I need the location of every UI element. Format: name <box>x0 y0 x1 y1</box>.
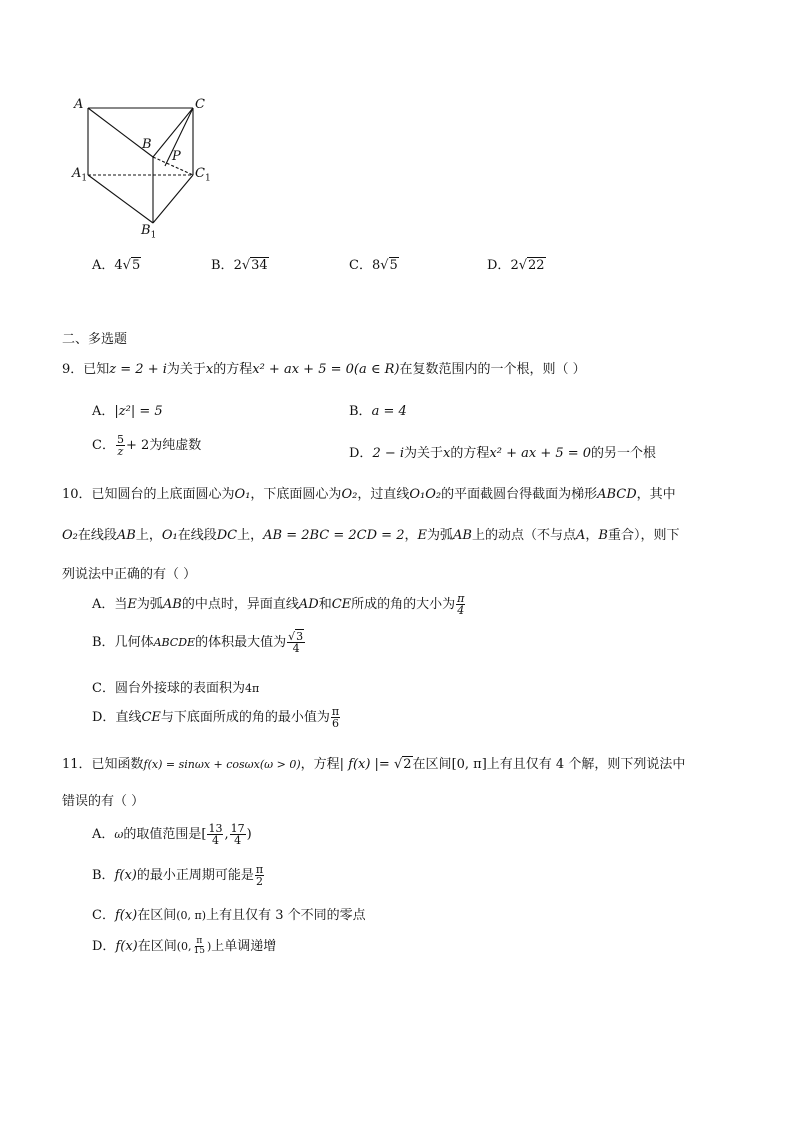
q10-stem-line3: 列说法中正确的有（ ） <box>62 567 197 582</box>
q11-stem-line2: 错误的有（ ） <box>62 794 145 809</box>
label-c: C <box>195 97 205 112</box>
q8-option-d[interactable]: D．2√22 <box>487 258 545 273</box>
q11-option-c[interactable]: C．f(x)在区间(0, π)上有且仅有 3 个不同的零点 <box>92 908 366 923</box>
q9-option-a[interactable]: A．|z²| = 5 <box>92 404 163 419</box>
q10-option-b[interactable]: B．几何体ABCDE的体积最大值为 $\frac{√3}{4}$ <box>92 630 304 655</box>
label-c1: $C_1$ <box>195 166 211 184</box>
label-b1: $B_1$ <box>141 223 157 241</box>
q10-option-d[interactable]: D．直线CE与下底面所成的角的最小值为 $\frac{\pi}{6}$ <box>92 705 340 730</box>
edge-c1-b1 <box>153 175 193 223</box>
q11-stem-line1: 11．已知函数f(x) = sinωx + cosωx(ω > 0)，方程| f(x) |= √2在区间[0, π]上有且仅有 4 个解，则下列说法中 <box>62 757 686 772</box>
section-title: 二、多选题 <box>62 332 128 347</box>
q8-option-b[interactable]: B．2√34 <box>211 258 268 273</box>
edge-a1-b1 <box>88 175 153 223</box>
q8-option-a[interactable]: A．4√5 <box>92 258 141 273</box>
q10-stem-line2: O₂在线段AB上，O₁在线段DC上，AB = 2BC = 2CD = 2，E为弧AB上的动点（不与点A，B重合），则下 <box>62 528 680 543</box>
label-b: B <box>142 137 152 152</box>
q11-option-b[interactable]: B．f(x)的最小正周期可能是 $\frac{\pi}{2}$ <box>92 863 264 888</box>
q8-option-c[interactable]: C．8√5 <box>349 258 398 273</box>
q11-option-a[interactable]: A．ω的取值范围是[ $\frac{13}{4}$ , $\frac{17}{4}$ ) <box>92 822 252 847</box>
q10-option-c[interactable]: C．圆台外接球的表面积为4π <box>92 681 260 696</box>
q9-option-b[interactable]: B．a = 4 <box>349 404 407 419</box>
q10-option-a[interactable]: A．当E为弧AB的中点时，异面直线AD和CE所成的角的大小为 $\frac{\pi}{4}$ <box>92 592 465 617</box>
label-a: A <box>74 97 84 112</box>
q9-option-c[interactable]: C． $\frac{5}{z}$ + 2为纯虚数 <box>92 433 202 458</box>
label-p: P <box>172 149 181 164</box>
q11-option-d[interactable]: D．f(x)在区间(0, $\frac{\pi}{15}$ )上单调递增 <box>92 936 277 956</box>
q10-stem-line1: 10．已知圆台的上底面圆心为O₁，下底面圆心为O₂，过直线O₁O₂的平面截圆台得截面为梯形ABCD，其中 <box>62 487 676 502</box>
q9-option-d[interactable]: D．2 − i为关于x的方程x² + ax + 5 = 0的另一个根 <box>349 446 657 461</box>
label-a1: $A_1$ <box>72 166 88 184</box>
q9-stem: 9．已知z = 2 + i为关于x的方程x² + ax + 5 = 0(a ∈ R)在复数范围内的一个根，则（ ） <box>62 362 586 377</box>
